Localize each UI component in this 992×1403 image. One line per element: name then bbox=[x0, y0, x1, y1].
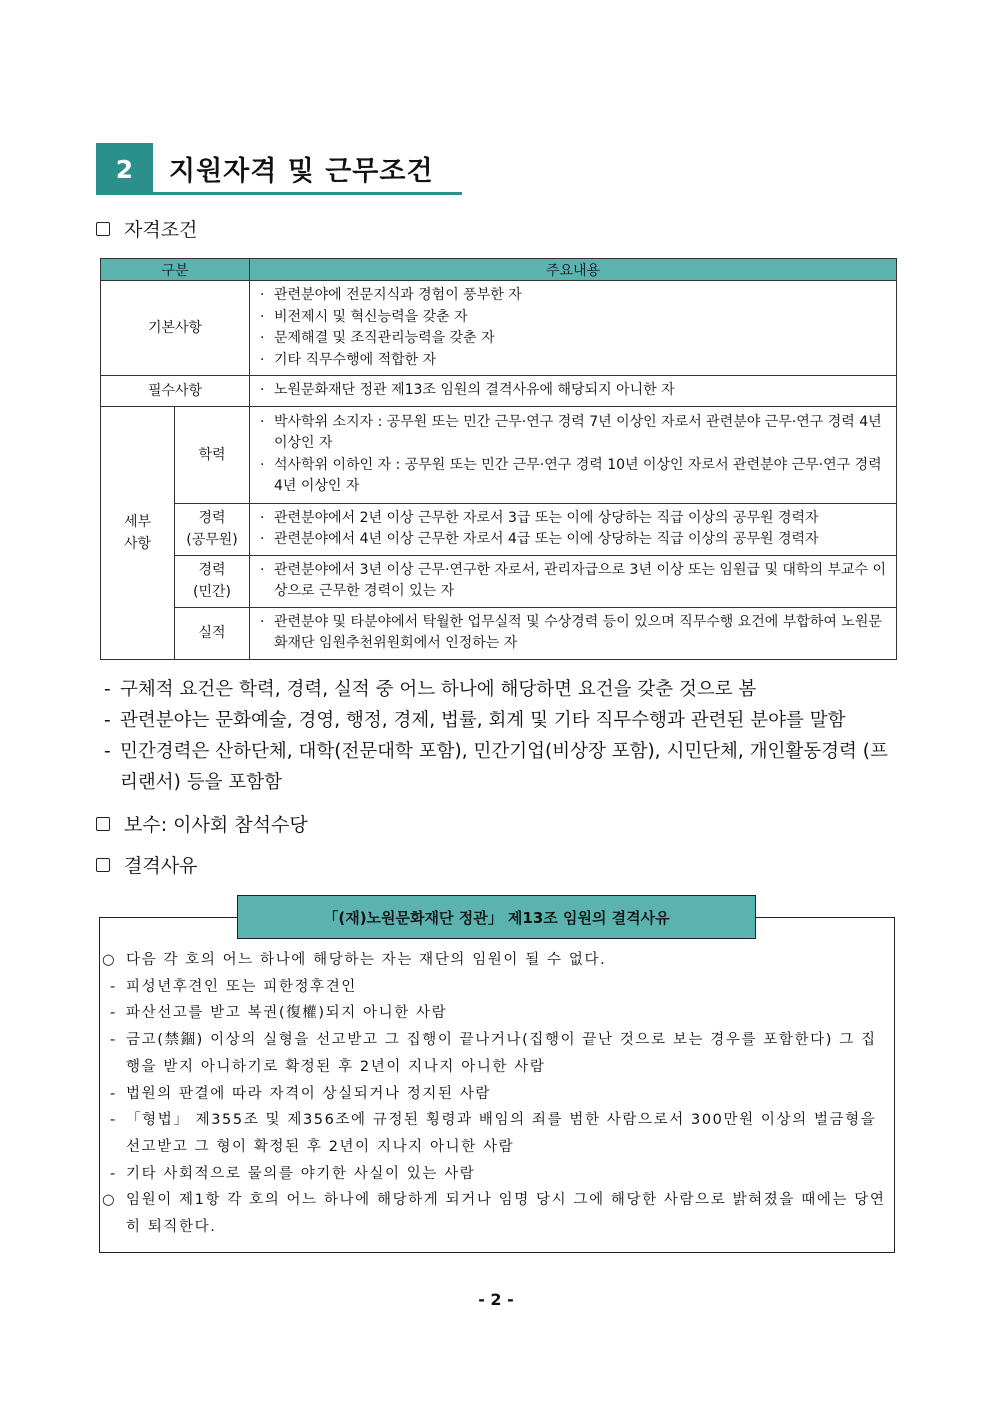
row-label-detail: 세부 사항 bbox=[101, 406, 175, 659]
list-item: · 석사학위 이하인 자 : 공무원 또는 민간 근무·연구 경력 10년 이상인 자로서 관련분야 근무·연구 경력 4년 이상인 자 bbox=[258, 455, 890, 498]
sub-label: 경력 (민간) bbox=[175, 555, 250, 607]
section-number: 2 bbox=[96, 143, 153, 195]
circle-bullet-icon: ○ bbox=[102, 1192, 117, 1209]
list-item: · 관련분야에서 3년 이상 근무·연구한 자로서, 관리자급으로 3년 이상 또는 임원급 및 대학의 부교수 이상으로 근무한 경력이 있는 자 bbox=[258, 560, 890, 603]
row-content bbox=[250, 281, 897, 376]
pay-heading: 보수: 이사회 참석수당 bbox=[96, 810, 308, 837]
disqualification-heading: 결격사유 bbox=[96, 851, 197, 878]
row-content bbox=[250, 607, 897, 659]
legal-content bbox=[102, 947, 890, 1241]
qualification-table bbox=[100, 258, 897, 660]
list-item: · 문제해결 및 조직관리능력을 갖춘 자 bbox=[258, 328, 890, 350]
legal-intro: ○ 다음 각 호의 어느 하나에 해당하는 자는 재단의 임원이 될 수 없다. bbox=[102, 947, 890, 974]
sub-label: 경력 (공무원) bbox=[175, 503, 250, 555]
legal-closing: ○ 임원이 제1항 각 호의 어느 하나에 해당하게 되거나 임명 당시 그에 해당한 사람으로 밝혀졌을 때에는 당연히 퇴직한다. bbox=[102, 1187, 890, 1240]
row-content bbox=[250, 555, 897, 607]
table-row bbox=[101, 607, 897, 659]
section-header bbox=[96, 143, 462, 195]
page-number: - 2 - bbox=[478, 1290, 514, 1309]
notes-list bbox=[100, 674, 900, 798]
legal-item: - 기타 사회적으로 물의를 야기한 사실이 있는 사람 bbox=[110, 1165, 476, 1182]
legal-item: - 피성년후견인 또는 피한정후견인 bbox=[110, 978, 357, 995]
header-category: 구분 bbox=[101, 259, 250, 281]
list-item: · 노원문화재단 정관 제13조 임원의 결격사유에 해당되지 아니한 자 bbox=[258, 380, 890, 402]
table-row bbox=[101, 281, 897, 376]
row-content bbox=[250, 376, 897, 407]
note-item: - 민간경력은 산하단체, 대학(전문대학 포함), 민간기업(비상장 포함), 시민단체, 개인활동경력 (프리랜서) 등을 포함함 bbox=[104, 741, 888, 793]
legal-item: - 「형법」 제355조 및 제356조에 규정된 횡령과 배임의 죄를 범한 사람으로서 300만원 이상의 벌금형을 선고받고 그 형이 확정된 후 2년이 지나지 아니한 사람 bbox=[110, 1112, 877, 1155]
qualification-heading: 자격조건 bbox=[96, 215, 197, 242]
list-item: · 관련분야에서 2년 이상 근무한 자로서 3급 또는 이에 상당하는 직급 이상의 공무원 경력자 bbox=[258, 508, 890, 530]
row-content bbox=[250, 503, 897, 555]
list-item: · 비전제시 및 혁신능력을 갖춘 자 bbox=[258, 307, 890, 329]
section-title: 지원자격 및 근무조건 bbox=[169, 156, 434, 187]
sub-label: 학력 bbox=[175, 406, 250, 503]
list-item: · 박사학위 소지자 : 공무원 또는 민간 근무·연구 경력 7년 이상인 자로서 관련분야 근무·연구 경력 4년 이상인 자 bbox=[258, 412, 890, 455]
circle-bullet-icon: ○ bbox=[102, 952, 117, 968]
square-bullet-icon bbox=[96, 222, 110, 236]
legal-item: - 파산선고를 받고 복권(復權)되지 아니한 사람 bbox=[110, 1005, 448, 1022]
list-item: · 관련분야 및 타분야에서 탁월한 업무실적 및 수상경력 등이 있으며 직무수행 요건에 부합하여 노원문화재단 임원추천위원회에서 인정하는 자 bbox=[258, 612, 890, 655]
legal-item: - 금고(禁錮) 이상의 실형을 선고받고 그 집행이 끝나거나(집행이 끝난 것으로 보는 경우를 포함한다) 그 집행을 받지 아니하기로 확정된 후 2년이 지나지 아니한 사람 bbox=[110, 1032, 877, 1075]
list-item: · 기타 직무수행에 적합한 자 bbox=[258, 350, 890, 372]
row-label: 기본사항 bbox=[101, 281, 250, 376]
sub-label: 실적 bbox=[175, 607, 250, 659]
row-content bbox=[250, 406, 897, 503]
table-row bbox=[101, 503, 897, 555]
table-row bbox=[101, 406, 897, 503]
section-underline bbox=[153, 192, 462, 195]
table-header-row bbox=[101, 259, 897, 281]
header-content: 주요내용 bbox=[250, 259, 897, 281]
note-item: - 구체적 요건은 학력, 경력, 실적 중 어느 하나에 해당하면 요건을 갖춘 것으로 봄 bbox=[104, 679, 757, 700]
square-bullet-icon bbox=[96, 858, 110, 872]
legal-item: - 법원의 판결에 따라 자격이 상실되거나 정지된 사람 bbox=[110, 1085, 491, 1102]
square-bullet-icon bbox=[96, 817, 110, 831]
list-item: · 관련분야에 전문지식과 경험이 풍부한 자 bbox=[258, 285, 890, 307]
legal-box-title: 「(재)노원문화재단 정관」 제13조 임원의 결격사유 bbox=[237, 895, 756, 939]
row-label: 필수사항 bbox=[101, 376, 250, 407]
table-row bbox=[101, 376, 897, 407]
table-row bbox=[101, 555, 897, 607]
note-item: - 관련분야는 문화예술, 경영, 행정, 경제, 법률, 회계 및 기타 직무수행과 관련된 분야를 말함 bbox=[104, 710, 846, 731]
list-item: · 관련분야에서 4년 이상 근무한 자로서 4급 또는 이에 상당하는 직급 이상의 공무원 경력자 bbox=[258, 529, 890, 551]
